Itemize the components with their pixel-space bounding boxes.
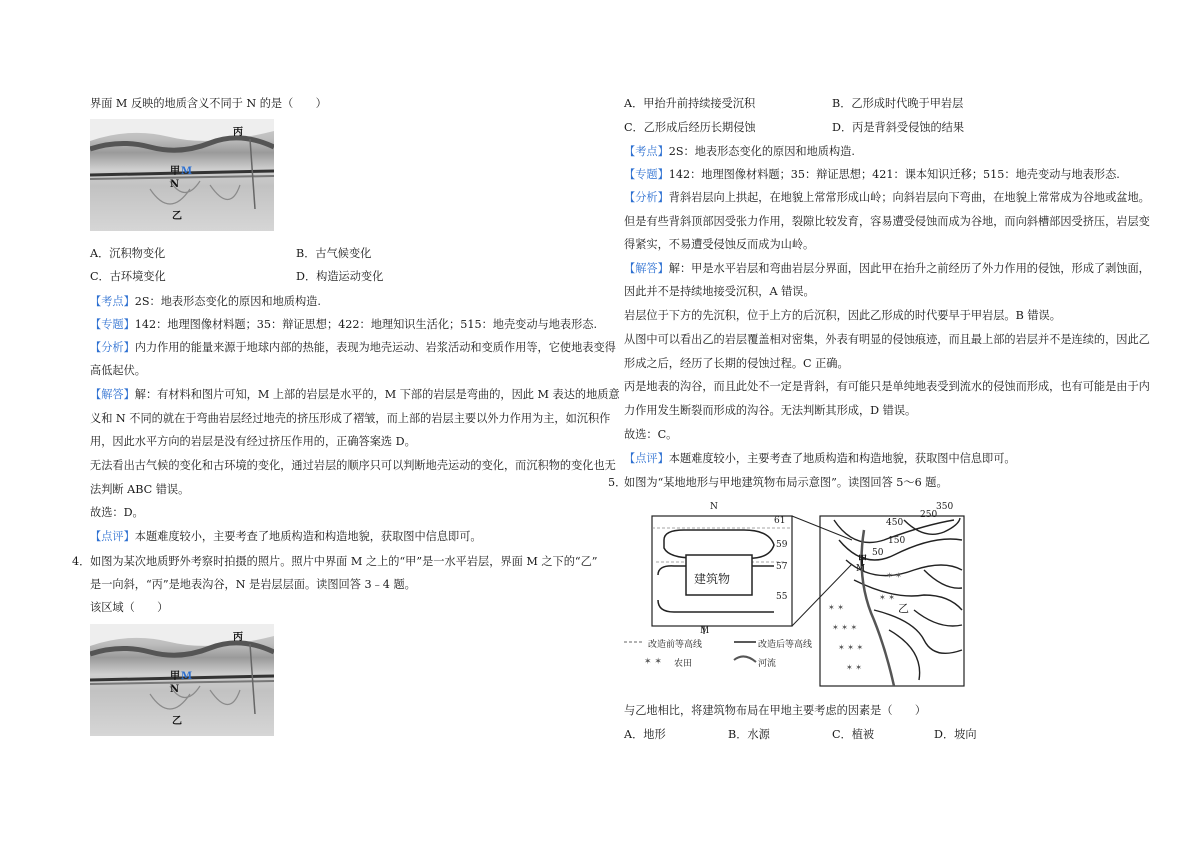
kaodian-text: 2S：地表形态变化的原因和地质构造. — [134, 295, 321, 308]
fenxi-line-1 — [624, 191, 1150, 205]
contour-59: 59 — [776, 540, 788, 550]
kaodian-line — [624, 145, 855, 159]
kaodian-line — [90, 295, 321, 309]
kaodian-tag: 【考点】 — [90, 295, 135, 308]
zhuanti-tag: 【专题】 — [624, 168, 669, 181]
contour-450: 450 — [886, 518, 904, 528]
zhuanti-text: 142：地理图像材料题；35：辩证思想；422：地理知识生活化；515：地壳变动与地表形态. — [134, 318, 597, 331]
zhuanti-line — [624, 168, 1120, 182]
jieda-line-3: 岩层位于下方的先沉积，位于上方的后沉积，因此乙形成的时代要早于甲岩层。B 错误。 — [624, 309, 1061, 322]
fenxi-line-1 — [90, 341, 616, 355]
fenxi-tag: 【分析】 — [90, 341, 135, 354]
contour-57: 57 — [776, 562, 788, 572]
q5-line: 如图为“某地地形与甲地建筑物布局示意图”。读图回答 5～6 题。 — [624, 476, 948, 489]
q3-option-b: B．古气候变化 — [296, 247, 372, 260]
dianping-line — [624, 452, 1016, 466]
kaodian-tag: 【考点】 — [624, 145, 669, 158]
q4-sub: 该区域（ ） — [90, 601, 169, 614]
svg-text:✶ ✶: ✶ ✶ — [828, 603, 844, 612]
jieda-line-2: 义和 N 不同的就在于弯曲岩层经过地壳的挤压形成了褶皱，而上部的岩层主要以外力作用为主，如沉积作 — [90, 412, 611, 425]
label-yi: 乙 — [172, 716, 182, 727]
fenxi-text-1: 背斜岩层向上拱起，在地貌上常常形成山岭；向斜岩层向下弯曲，在地貌上常常成为谷地或盆地。 — [668, 191, 1150, 204]
q5-option-d: D．坡向 — [934, 728, 977, 741]
legend-after: 改造后等高线 — [758, 640, 813, 650]
contour-350: 350 — [936, 502, 954, 512]
building-label: 建筑物 — [694, 572, 731, 586]
q4-line-1: 如图为某次地质野外考察时拍摄的照片。照片中界面 M 之上的“甲”是一水平岩层，界面 M 之下的“乙” — [90, 555, 598, 568]
zhuanti-line — [90, 318, 597, 332]
map-jia-label: 甲 — [858, 555, 868, 565]
label-n: N — [170, 684, 180, 695]
q5-option-a: A．地形 — [624, 728, 666, 741]
fenxi-tag: 【分析】 — [624, 191, 669, 204]
q4-option-d: D．丙是背斜受侵蚀的结果 — [832, 121, 965, 134]
jieda-text-1: 解：有材料和图片可知，M 上部的岩层是水平的，M 下部的岩层是弯曲的，因此 M 表达的地质意 — [134, 388, 620, 401]
q3-option-a: A．沉积物变化 — [90, 247, 166, 260]
label-jia: 甲 — [170, 166, 180, 177]
dianping-line — [90, 530, 482, 544]
map-north-label: N — [710, 502, 718, 512]
label-bing: 丙 — [233, 127, 243, 138]
zhuanti-tag: 【专题】 — [90, 318, 135, 331]
jieda-line-5: 法判断 ABC 错误。 — [90, 483, 190, 496]
terrain-building-map — [624, 500, 968, 700]
legend-before: 改造前等高线 — [648, 640, 703, 650]
q5-option-b: B．水源 — [728, 728, 770, 741]
jieda-line-3: 用，因此水平方向的岩层是没有经过挤压作用的，正确答案选 D。 — [90, 435, 416, 448]
svg-text:✶ ✶: ✶ ✶ — [846, 663, 862, 672]
map-m2-label: M — [856, 564, 866, 574]
jieda-tag: 【解答】 — [624, 262, 669, 275]
q5-number: 5． — [608, 476, 627, 489]
fenxi-line-2: 高低起伏。 — [90, 364, 146, 377]
label-n: N — [170, 179, 180, 190]
map-drawing — [624, 500, 968, 700]
svg-text:✶ ✶: ✶ ✶ — [886, 571, 902, 580]
map-yi-label: 乙 — [898, 602, 909, 615]
q4-number: 4． — [72, 555, 91, 568]
svg-text:✶ ✶ ✶: ✶ ✶ ✶ — [832, 623, 858, 632]
q5-option-c: C．植被 — [832, 728, 875, 741]
geology-photo-2 — [90, 624, 274, 736]
svg-text:✶ ✶ ✶: ✶ ✶ ✶ — [838, 643, 864, 652]
zhuanti-text: 142：地理图像材料题；35：辩证思想；421：课本知识迁移；515：地壳变动与地表形态. — [668, 168, 1120, 181]
legend-farm: 农田 — [674, 659, 693, 669]
contour-61: 61 — [774, 516, 786, 526]
jieda-line-2: 因此并不是持续地接受沉积，A 错误。 — [624, 285, 815, 298]
label-bing: 丙 — [233, 632, 243, 643]
geology-photo-1 — [90, 119, 274, 231]
label-yi: 乙 — [172, 211, 182, 222]
q4-option-a: A．甲抬升前持续接受沉积 — [624, 97, 756, 110]
jieda-line-5: 形成之后，经历了长期的侵蚀过程。C 正确。 — [624, 357, 849, 370]
legend-river: 河流 — [758, 659, 777, 669]
jieda-text-1: 解：甲是水平岩层和弯曲岩层分界面，因此甲在抬升之前经历了外力作用的侵蚀，形成了剥蚀面， — [668, 262, 1150, 275]
dianping-text: 本题难度较小，主要考查了地质构造和构造地貌，获取图中信息即可。 — [668, 452, 1016, 465]
fenxi-line-3: 得紧实，不易遭受侵蚀反而成为山岭。 — [624, 238, 815, 251]
contour-50: 50 — [872, 548, 884, 558]
q3-option-d: D．构造运动变化 — [296, 270, 384, 283]
jieda-line-4: 无法看出古气候的变化和古环境的变化，通过岩层的顺序只可以判断地壳运动的变化，而沉积物的变化也无 — [90, 459, 616, 472]
q4-option-b: B．乙形成时代晚于甲岩层 — [832, 97, 964, 110]
jieda-line-7: 力作用发生断裂而形成的沟谷。无法判断其形成，D 错误。 — [624, 404, 917, 417]
label-jia: 甲 — [170, 671, 180, 682]
q3-stem: 界面 M 反映的地质含义不同于 N 的是（ ） — [90, 97, 327, 110]
contour-250: 250 — [920, 510, 938, 520]
svg-text:✶ ✶: ✶ ✶ — [644, 657, 662, 667]
q4-line-2: 是一向斜，“丙”是地表沟谷，N 是岩层层面。读图回答 3﹣4 题。 — [90, 578, 416, 591]
fenxi-line-2: 但是有些背斜顶部因受张力作用，裂隙比较发育，容易遭受侵蚀而成为谷地，而向斜槽部因受挤压，岩层变 — [624, 215, 1150, 228]
jieda-line-1 — [90, 388, 620, 402]
jieda-line-6: 丙是地表的沟谷，而且此处不一定是背斜，有可能只是单纯地表受到流水的侵蚀而形成，也有可能是由于内 — [624, 380, 1150, 393]
contour-150: 150 — [888, 536, 906, 546]
q3-option-c: C．古环境变化 — [90, 270, 166, 283]
map-m-label: M — [700, 626, 710, 636]
jieda-line-4: 从图中可以看出乙的岩层覆盖相对密集，外表有明显的侵蚀痕迹，而且最上部的岩层并不是连续的，因此乙 — [624, 333, 1150, 346]
kaodian-text: 2S：地表形态变化的原因和地质构造. — [668, 145, 855, 158]
jieda-line-1 — [624, 262, 1150, 276]
dianping-tag: 【点评】 — [624, 452, 669, 465]
label-m: M — [181, 166, 193, 177]
guxuan-line: 故选：D。 — [90, 506, 144, 519]
dianping-text: 本题难度较小，主要考查了地质构造和构造地貌，获取图中信息即可。 — [134, 530, 482, 543]
label-m: M — [181, 671, 193, 682]
svg-text:✶ ✶: ✶ ✶ — [879, 593, 895, 602]
dianping-tag: 【点评】 — [90, 530, 135, 543]
jieda-tag: 【解答】 — [90, 388, 135, 401]
fenxi-text-1: 内力作用的能量来源于地球内部的热能，表现为地壳运动、岩浆活动和变质作用等，它使地表变得 — [134, 341, 616, 354]
contour-55: 55 — [776, 592, 788, 602]
q5-stem: 与乙地相比，将建筑物布局在甲地主要考虑的因素是（ ） — [624, 704, 927, 717]
q4-option-c: C．乙形成后经历长期侵蚀 — [624, 121, 756, 134]
guxuan-line: 故选：C。 — [624, 428, 678, 441]
